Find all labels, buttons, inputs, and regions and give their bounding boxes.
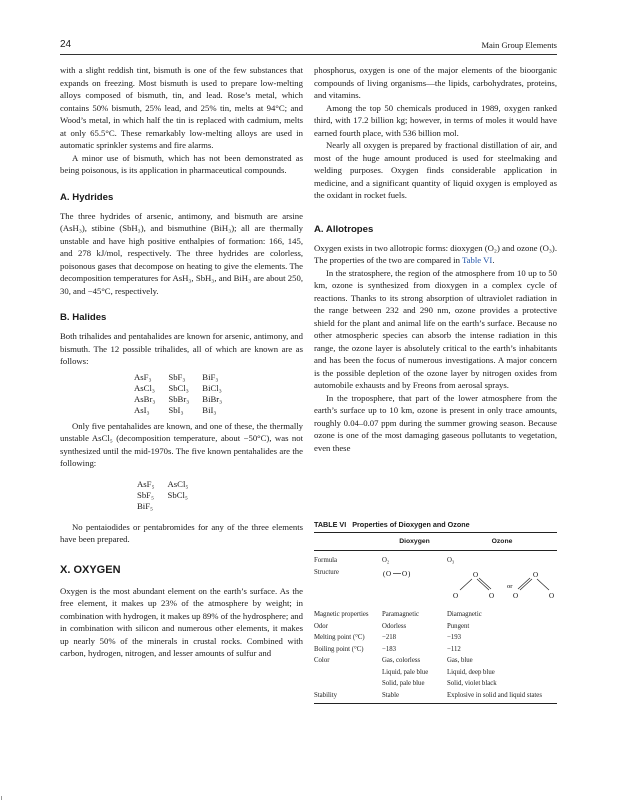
table-cell	[314, 667, 382, 679]
table-cell: −183	[382, 645, 397, 653]
section-heading: B. Halides	[60, 312, 107, 323]
page-number: 24	[60, 39, 72, 50]
left-column	[60, 64, 303, 660]
table-cell: −218	[382, 634, 397, 641]
table-row	[314, 632, 557, 644]
table-row	[314, 551, 557, 567]
formula: SbF₅	[137, 489, 155, 500]
formula: BiF₅	[137, 500, 154, 511]
table-cell: O₂	[382, 557, 390, 564]
table-cell: Color	[314, 657, 330, 664]
table-row	[314, 621, 557, 633]
structure-paren: (	[383, 569, 386, 578]
o-atom: O	[453, 591, 459, 600]
table-cell	[314, 678, 382, 690]
table-cell: Odorless	[382, 622, 407, 630]
formula: SbI₃	[168, 404, 184, 415]
formula: BiI₃	[202, 404, 217, 415]
table-cell	[447, 567, 557, 610]
o-atom: O	[386, 569, 392, 578]
formula: SbF₃	[168, 371, 186, 382]
formula: AsCl₃	[134, 382, 155, 393]
o-atom: O	[549, 591, 555, 600]
table-cell: Diamagnetic	[447, 611, 482, 618]
paragraph: In the stratosphere, the region of the atmosphere from 10 up to 50 km, ozone is synthesized from dioxygen in a complex cycle of reactions. Thanks to its strong absorption of ultraviolet radiation in the range between 232 and 290 nm, ozone provides a protective shield for the plant and animal life on the earth’s surface. Because no other atmospheric species can absorb the intense radiation in this range, the ozone layer is absolutely critical to the earth’s inhabitants and has been the focus of numerous investigations. A major concern is the possible depletion of the ozone layer by nitrogen oxides from automobile exhausts and by Freons from aerosal sprays.	[314, 267, 557, 390]
formula: SbCl₃	[168, 382, 189, 393]
table-row	[314, 690, 557, 704]
o-atom: O	[489, 591, 495, 600]
table-link[interactable]: Table VI	[461, 255, 493, 265]
formula: AsCl₅	[167, 478, 189, 489]
table-row	[314, 644, 557, 656]
o-atom: O	[402, 569, 408, 578]
paragraph: phosphorus, oxygen is one of the major elements of the bioorganic compounds of living organisms—the lipids, carbohydrates, proteins, and vitamins.	[314, 65, 557, 100]
formula: BiBr₃	[202, 393, 223, 404]
o-atom: O	[513, 591, 519, 600]
paragraph: No pentaiodides or pentabromides for any of the three elements have been prepared.	[60, 521, 303, 544]
bond	[460, 579, 472, 590]
table-cell: Melting point (°C)	[314, 634, 365, 641]
table-cell: Gas, colorless	[382, 657, 421, 664]
formula: AsF₅	[137, 478, 155, 489]
table-cell: Gas, blue	[447, 657, 473, 664]
formula: AsF₃	[134, 371, 152, 382]
paragraph: The three hydrides of arsenic, antimony, and bismuth are arsine (AsH₃), stibine (SbH₃), and bismuthine (BiH₃); all are thermally unstable and have high positive enthalpies of formation: 166, 145, and 278 kJ/mol, respectively. The three hydrides are colorless, poisonous gases that decompose on heating to give the elements. The decomposition temperatures for AsH₃, SbH₃, and BiH₃ are about 250, 30, and −45°C, respectively.	[60, 210, 303, 296]
table-cell: Formula	[314, 557, 338, 564]
text: Oxygen exists in two allotropic forms: dioxygen (O₂) and ozone (O₃). The properties of the two are compared in	[314, 242, 557, 265]
table-cell: Explosive in solid and liquid states	[447, 690, 557, 704]
table-cell: −193	[447, 634, 462, 641]
paragraph: A minor use of bismuth, which has not been demonstrated as being poisonous, is its application in pharmaceutical compounds.	[60, 152, 303, 175]
table-cell	[382, 567, 447, 610]
paragraph: Both trihalides and pentahalides are known for arsenic, antimony, and bismuth. The 12 possible trihalides, all of which are known are as follows:	[60, 331, 303, 366]
or-label: or	[507, 582, 513, 590]
formula: AsI₃	[134, 404, 150, 415]
paragraph: Oxygen is the most abundant element on the earth’s surface. As the free element, it makes up 23% of the atmosphere by weight; in combination with hydrogen, it makes up 89% of the hydrosphere; and in combination with silicon and numerous other elements, it makes up nearly 50% of the minerals in crustal rocks. Combined with carbon, hydrogen, nitrogen, and lesser amounts of sulfur and	[60, 585, 303, 658]
formula: SbCl₅	[167, 489, 188, 500]
table-cell: −112	[447, 645, 461, 653]
table-number: TABLE VI	[314, 520, 347, 529]
table-row	[314, 655, 557, 667]
pentahalides-list	[137, 479, 201, 512]
table-cell: Liquid, pale blue	[382, 668, 429, 676]
section-heading: A. Allotropes	[314, 223, 374, 235]
paragraph: with a slight reddish tint, bismuth is one of the few substances that expands on freezing. Most bismuth is used to prepare low-melting alloys composed of bismuth, tin, and lead. Rose’s metal, which contains 50% bismuth, 25% lead, and 25% tin, melts at 94°C; and Wood’s metal, in which half the tin is replaced with cadmium, melts at only 65.5°C. These remarkably low-melting alloys are used in automatic sprinkler systems and fire alarms.	[60, 65, 303, 150]
table-cell: Pungent	[447, 622, 470, 630]
table-row	[314, 609, 557, 621]
bond	[477, 579, 489, 590]
formula: BiCl₃	[202, 382, 222, 393]
table-cell: Boiling point (°C)	[314, 645, 364, 653]
properties-grid	[314, 532, 557, 704]
paragraph: Only five pentahalides are known, and one of these, the thermally unstable AsCl₅ (decomposition temperature, about −50°C), was not synthesized until the mid-1970s. The five known pentahalides are the following:	[60, 420, 303, 468]
table-cell: Odor	[314, 622, 328, 630]
table-title: Properties of Dioxygen and Ozone	[352, 520, 470, 529]
properties-table	[314, 520, 557, 704]
bond	[537, 579, 549, 590]
column-header	[314, 533, 382, 551]
table-cell: Solid, pale blue	[382, 680, 425, 687]
table-cell: Solid, violet black	[447, 680, 497, 687]
table-cell: O₃	[447, 557, 455, 564]
table-row	[314, 567, 557, 610]
structure-paren: )	[408, 569, 411, 578]
text: .	[492, 255, 495, 265]
o-atom: O	[473, 570, 479, 579]
section-heading: X. OXYGEN	[60, 563, 121, 576]
scan-edge-mark	[1, 796, 2, 800]
formula: BiF₃	[202, 371, 219, 382]
table-cell: Liquid, deep blue	[447, 668, 495, 676]
table-row	[314, 667, 557, 679]
right-column	[314, 64, 557, 454]
ozone-structure	[447, 567, 557, 605]
section-heading: A. Hydrides	[60, 191, 114, 203]
table-row	[314, 678, 557, 690]
formula	[168, 501, 202, 512]
formula: SbBr₃	[168, 393, 190, 404]
column-header: Dioxygen	[382, 533, 447, 551]
paragraph: Among the top 50 chemicals produced in 1989, oxygen ranked third, with 17.2 billion kg; however, in terms of moles it would have earned fourth place, with 536 billion mol.	[314, 102, 557, 138]
table-cell: Magnetic properties	[314, 611, 369, 618]
paragraph: In the troposphere, that part of the lower atmosphere from the earth’s surface up to 10 km, ozone is present in only trace amounts, roughly 0.04–0.07 ppm during the summer growing season. Because ozone is one of the most damaging gaseous pollutants to vegetation, even these	[314, 392, 557, 453]
table-caption	[314, 520, 557, 529]
table-cell: Paramagnetic	[382, 611, 419, 618]
bond	[479, 578, 491, 589]
bond	[518, 578, 530, 589]
column-header: Ozone	[447, 533, 557, 551]
table-cell: Stable	[382, 690, 447, 704]
dioxygen-structure	[382, 567, 432, 581]
running-head: Main Group Elements	[481, 40, 557, 50]
paragraph: Nearly all oxygen is prepared by fractional distillation of air, and most of the huge amount produced is used for steelmaking and welding purposes. Oxygen finds considerable application in medicine, and a significant quantity of liquid oxygen is employed as the oxidant in rocket fuels.	[314, 140, 557, 200]
table-cell: Structure	[314, 568, 339, 576]
paragraph	[314, 242, 557, 267]
formula: AsBr₃	[134, 393, 156, 404]
header-rule	[60, 54, 557, 55]
bond	[520, 579, 532, 590]
o-atom: O	[533, 570, 539, 579]
table-cell: Stability	[314, 690, 382, 704]
trihalides-list	[134, 372, 235, 416]
